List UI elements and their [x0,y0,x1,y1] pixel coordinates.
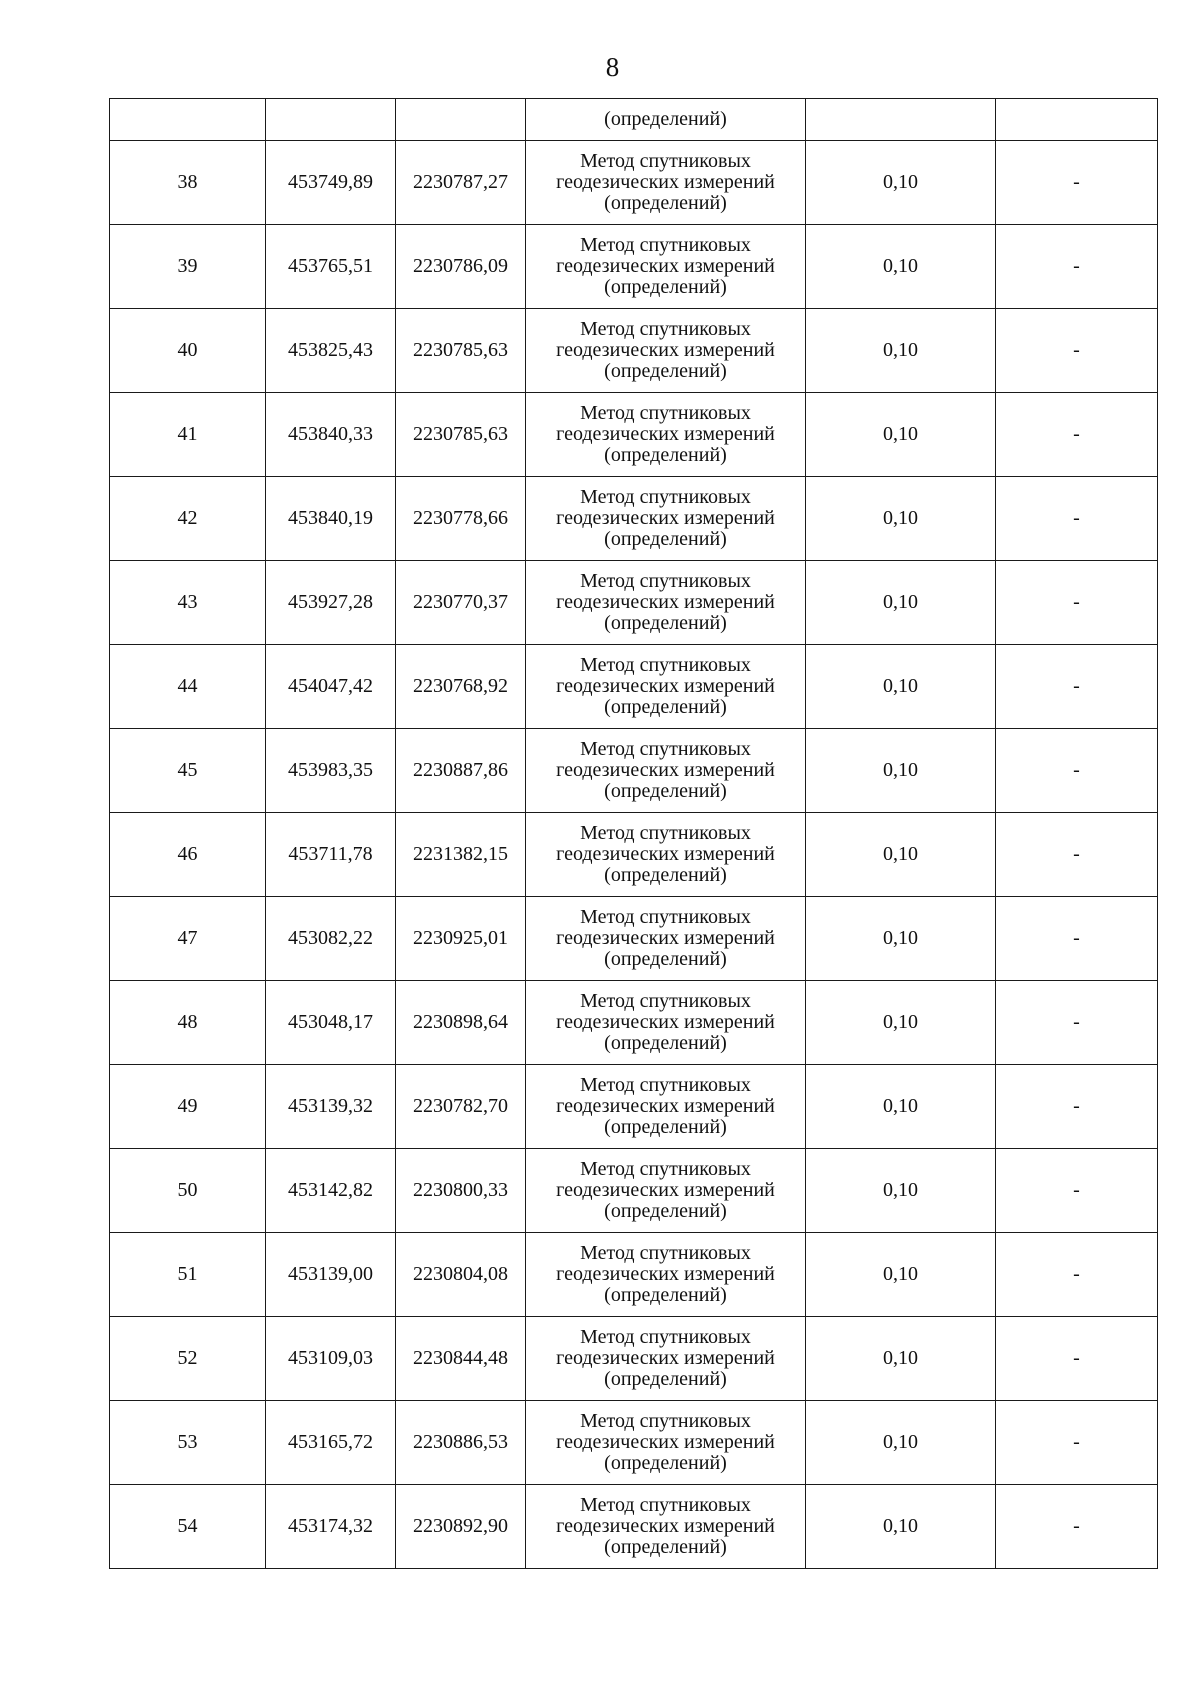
table-row [110,225,1158,309]
accuracy-cell: 0,10 [806,477,996,561]
method-text-line: геодезических измерений [556,843,775,865]
description-cell: - [996,645,1158,729]
method-text-line: геодезических измерений [556,171,775,193]
method-text-line: (определений) [604,1284,727,1306]
method-cell [526,309,806,393]
accuracy-cell: 0,10 [806,393,996,477]
y-coordinate-cell: 2231382,15 [396,813,526,897]
y-coordinate-cell: 2230782,70 [396,1065,526,1149]
point-number-cell: 50 [110,1149,266,1233]
point-number-cell: 51 [110,1233,266,1317]
table-row [110,981,1158,1065]
table-row [110,1401,1158,1485]
method-text-line: Метод спутниковых [580,906,751,928]
description-cell: - [996,813,1158,897]
method-text-line: (определений) [604,1032,727,1054]
accuracy-cell: 0,10 [806,645,996,729]
y-coordinate-cell: 2230844,48 [396,1317,526,1401]
x-coordinate-cell: 453142,82 [266,1149,396,1233]
description-cell: - [996,1065,1158,1149]
method-text-line: геодезических измерений [556,1347,775,1369]
y-coordinate-cell: 2230898,64 [396,981,526,1065]
method-cell [526,729,806,813]
point-number-cell: 42 [110,477,266,561]
accuracy-cell: 0,10 [806,1317,996,1401]
method-text-line: Метод спутниковых [580,654,751,676]
table-row [110,1233,1158,1317]
x-coordinate-cell: 453139,00 [266,1233,396,1317]
method-text-line: (определений) [604,1368,727,1390]
y-coordinate-cell: 2230785,63 [396,309,526,393]
method-text-line: геодезических измерений [556,1515,775,1537]
x-coordinate-cell: 453711,78 [266,813,396,897]
accuracy-cell: 0,10 [806,1485,996,1569]
table-row [110,309,1158,393]
description-cell: - [996,477,1158,561]
y-coordinate-cell: 2230804,08 [396,1233,526,1317]
description-cell: - [996,1317,1158,1401]
description-cell [996,99,1158,141]
accuracy-cell: 0,10 [806,1065,996,1149]
method-text-line: геодезических измерений [556,339,775,361]
method-text-line: геодезических измерений [556,507,775,529]
x-coordinate-cell: 453749,89 [266,141,396,225]
method-text-line: Метод спутниковых [580,990,751,1012]
x-coordinate-cell: 453139,32 [266,1065,396,1149]
y-coordinate-cell: 2230770,37 [396,561,526,645]
table-row [110,477,1158,561]
method-cell [526,561,806,645]
method-text-line: геодезических измерений [556,1431,775,1453]
method-text-line: (определений) [604,192,727,214]
point-number-cell: 52 [110,1317,266,1401]
point-number-cell: 39 [110,225,266,309]
method-text-line: (определений) [604,1116,727,1138]
method-text-line: Метод спутниковых [580,150,751,172]
x-coordinate-cell: 453840,19 [266,477,396,561]
method-text-line: Метод спутниковых [580,1326,751,1348]
method-text-line: Метод спутниковых [580,822,751,844]
method-text-line: геодезических измерений [556,423,775,445]
method-text-line: геодезических измерений [556,1095,775,1117]
description-cell: - [996,897,1158,981]
point-number-cell: 46 [110,813,266,897]
point-number-cell: 47 [110,897,266,981]
point-number-cell [110,99,266,141]
coordinates-table [109,98,1158,1569]
description-cell: - [996,1233,1158,1317]
method-text-line: геодезических измерений [556,927,775,949]
table-row [110,1317,1158,1401]
point-number-cell: 40 [110,309,266,393]
table-row [110,897,1158,981]
description-cell: - [996,309,1158,393]
table-row [110,729,1158,813]
method-text-line: Метод спутниковых [580,402,751,424]
point-number-cell: 45 [110,729,266,813]
description-cell: - [996,393,1158,477]
method-cell [526,1233,806,1317]
method-cell [526,1401,806,1485]
method-text-line: Метод спутниковых [580,1410,751,1432]
point-number-cell: 44 [110,645,266,729]
method-text-line: (определений) [604,276,727,298]
method-cell [526,645,806,729]
accuracy-cell: 0,10 [806,561,996,645]
table-row [110,141,1158,225]
accuracy-cell: 0,10 [806,813,996,897]
method-text-line: геодезических измерений [556,1263,775,1285]
table-row [110,813,1158,897]
continuation-row [110,99,1158,141]
point-number-cell: 41 [110,393,266,477]
table-row [110,1149,1158,1233]
description-cell: - [996,561,1158,645]
page-number: 8 [605,52,620,82]
point-number-cell: 53 [110,1401,266,1485]
method-text-line: (определений) [604,780,727,802]
accuracy-cell: 0,10 [806,141,996,225]
x-coordinate-cell [266,99,396,141]
method-text-line: Метод спутниковых [580,1074,751,1096]
method-cell [526,981,806,1065]
method-text-line: (определений) [604,612,727,634]
method-cell [526,1317,806,1401]
table-row [110,645,1158,729]
point-number-cell: 54 [110,1485,266,1569]
y-coordinate-cell: 2230925,01 [396,897,526,981]
method-text-line: геодезических измерений [556,675,775,697]
description-cell: - [996,1149,1158,1233]
y-coordinate-cell: 2230785,63 [396,393,526,477]
accuracy-cell: 0,10 [806,729,996,813]
method-cell [526,225,806,309]
accuracy-cell: 0,10 [806,225,996,309]
description-cell: - [996,729,1158,813]
point-number-cell: 49 [110,1065,266,1149]
method-text-line: Метод спутниковых [580,738,751,760]
y-coordinate-cell: 2230800,33 [396,1149,526,1233]
x-coordinate-cell: 453983,35 [266,729,396,813]
x-coordinate-cell: 453927,28 [266,561,396,645]
method-text-line: (определений) [604,948,727,970]
method-cell [526,813,806,897]
y-coordinate-cell: 2230778,66 [396,477,526,561]
method-text-line: Метод спутниковых [580,486,751,508]
method-text-line: геодезических измерений [556,759,775,781]
method-text-line: Метод спутниковых [580,570,751,592]
point-number-cell: 38 [110,141,266,225]
y-coordinate-cell: 2230787,27 [396,141,526,225]
method-text-line: (определений) [604,360,727,382]
coordinates-table-body [110,99,1158,1569]
x-coordinate-cell: 453840,33 [266,393,396,477]
x-coordinate-cell: 453109,03 [266,1317,396,1401]
description-cell: - [996,225,1158,309]
accuracy-cell: 0,10 [806,309,996,393]
method-text-line: Метод спутниковых [580,234,751,256]
method-text-line: Метод спутниковых [580,1158,751,1180]
y-coordinate-cell: 2230786,09 [396,225,526,309]
x-coordinate-cell: 453825,43 [266,309,396,393]
x-coordinate-cell: 453165,72 [266,1401,396,1485]
accuracy-cell: 0,10 [806,981,996,1065]
method-text-line: (определений) [604,864,727,886]
point-number-cell: 43 [110,561,266,645]
method-text-line: геодезических измерений [556,1011,775,1033]
method-cell [526,1149,806,1233]
table-row [110,1485,1158,1569]
method-text-line: (определений) [604,1200,727,1222]
method-text-line: (определений) [604,1536,727,1558]
method-text-line: Метод спутниковых [580,1242,751,1264]
y-coordinate-cell [396,99,526,141]
table-row [110,561,1158,645]
table-row [110,393,1158,477]
description-cell: - [996,141,1158,225]
method-text-line: (определений) [604,528,727,550]
description-cell: - [996,981,1158,1065]
method-text-line: Метод спутниковых [580,1494,751,1516]
method-text-line: (определений) [604,1452,727,1474]
accuracy-cell: 0,10 [806,1149,996,1233]
accuracy-cell [806,99,996,141]
y-coordinate-cell: 2230886,53 [396,1401,526,1485]
method-text-line: Метод спутниковых [580,318,751,340]
accuracy-cell: 0,10 [806,897,996,981]
description-cell: - [996,1401,1158,1485]
point-number-cell: 48 [110,981,266,1065]
method-text-line: геодезических измерений [556,591,775,613]
table-row [110,1065,1158,1149]
method-cell [526,897,806,981]
accuracy-cell: 0,10 [806,1233,996,1317]
method-cell [526,1485,806,1569]
method-cell [526,141,806,225]
x-coordinate-cell: 453048,17 [266,981,396,1065]
method-text-line: (определений) [604,444,727,466]
description-cell: - [996,1485,1158,1569]
x-coordinate-cell: 454047,42 [266,645,396,729]
y-coordinate-cell: 2230892,90 [396,1485,526,1569]
method-cell [526,1065,806,1149]
y-coordinate-cell: 2230768,92 [396,645,526,729]
accuracy-cell: 0,10 [806,1401,996,1485]
method-text-line: геодезических измерений [556,1179,775,1201]
x-coordinate-cell: 453174,32 [266,1485,396,1569]
method-text-line: геодезических измерений [556,255,775,277]
method-cell [526,477,806,561]
method-text-line: (определений) [604,696,727,718]
method-cell [526,393,806,477]
x-coordinate-cell: 453082,22 [266,897,396,981]
method-cell: (определений) [526,99,806,141]
x-coordinate-cell: 453765,51 [266,225,396,309]
y-coordinate-cell: 2230887,86 [396,729,526,813]
